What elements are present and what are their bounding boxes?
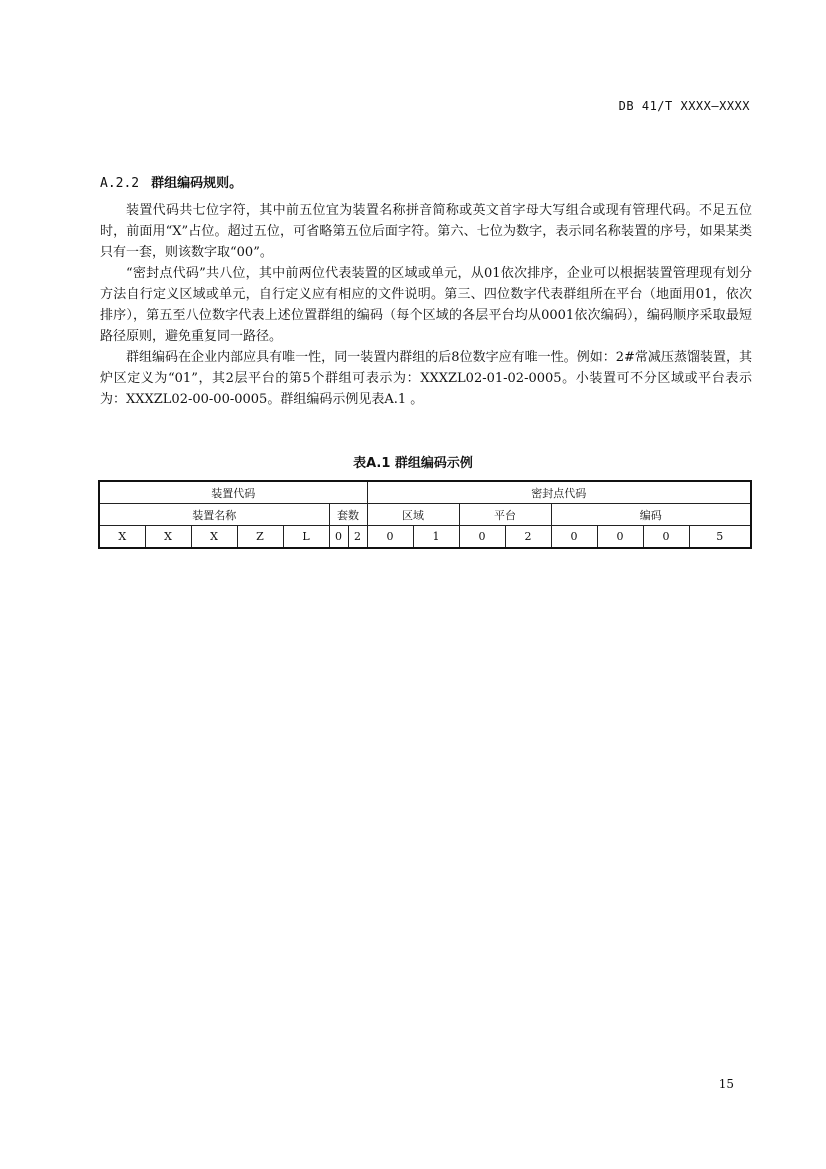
header-area: 区域 bbox=[367, 504, 459, 526]
table-cell: 2 bbox=[505, 526, 551, 549]
table-row bbox=[99, 526, 751, 549]
header-code: 编码 bbox=[551, 504, 751, 526]
header-set-count: 套数 bbox=[329, 504, 367, 526]
table-cell: X bbox=[99, 526, 145, 549]
table-header-row bbox=[99, 481, 751, 504]
paragraph: “密封点代码”共八位，其中前两位代表装置的区域或单元，从01依次排序，企业可以根据装置管理现有划分方法自行定义区域或单元，自行定义应有相应的文件说明。第三、四位数字代表群组所在平台（地面用01，依次排序），第五至八位数字代表上述位置群组的编码（每个区域的各层平台均从0001依次编码），编码顺序采取最短路径原则，避免重复同一路径。 bbox=[100, 266, 752, 344]
paragraph: 装置代码共七位字符，其中前五位宜为装置名称拼音简称或英文首字母大写组合或现有管理代码。不足五位时，前面用“X”占位。超过五位，可省略第五位后面字符。第六、七位为数字，表示同名称装置的序号，如果某类只有一套，则该数字取“00”。 bbox=[100, 203, 752, 260]
section-heading bbox=[100, 172, 242, 191]
body-text bbox=[100, 200, 752, 410]
table-cell: 5 bbox=[689, 526, 751, 549]
table-cell: 0 bbox=[597, 526, 643, 549]
table-cell: 0 bbox=[643, 526, 689, 549]
table-cell: X bbox=[191, 526, 237, 549]
header-platform: 平台 bbox=[459, 504, 551, 526]
table-cell: L bbox=[283, 526, 329, 549]
table-subheader-row bbox=[99, 504, 751, 526]
section-number: A.2.2 bbox=[100, 176, 140, 191]
table-cell: 0 bbox=[459, 526, 505, 549]
table-cell: 0 bbox=[329, 526, 348, 549]
table-caption: 表A.1 群组编码示例 bbox=[353, 456, 473, 471]
document-code: DB 41/T XXXX—XXXX bbox=[618, 99, 750, 113]
table-cell: 0 bbox=[367, 526, 413, 549]
table-cell: 2 bbox=[348, 526, 367, 549]
section-title: 群组编码规则。 bbox=[151, 176, 243, 191]
page-number: 15 bbox=[718, 1077, 734, 1091]
header-device-code: 装置代码 bbox=[99, 481, 367, 504]
table-cell: 1 bbox=[413, 526, 459, 549]
group-code-table bbox=[98, 480, 752, 549]
header-seal-code: 密封点代码 bbox=[367, 481, 751, 504]
header-device-name: 装置名称 bbox=[99, 504, 329, 526]
table-cell: 0 bbox=[551, 526, 597, 549]
table-cell: Z bbox=[237, 526, 283, 549]
paragraph: 群组编码在企业内部应具有唯一性，同一装置内群组的后8位数字应有唯一性。例如：2#常减压蒸馏装置，其炉区定义为“01”，其2层平台的第5个群组可表示为：XXXZL02-01-02-0005。小装置可不分区域或平台表示为：XXXZL02-00-00-0005。群组编码示例见表A.1 。 bbox=[100, 350, 752, 407]
table-cell: X bbox=[145, 526, 191, 549]
